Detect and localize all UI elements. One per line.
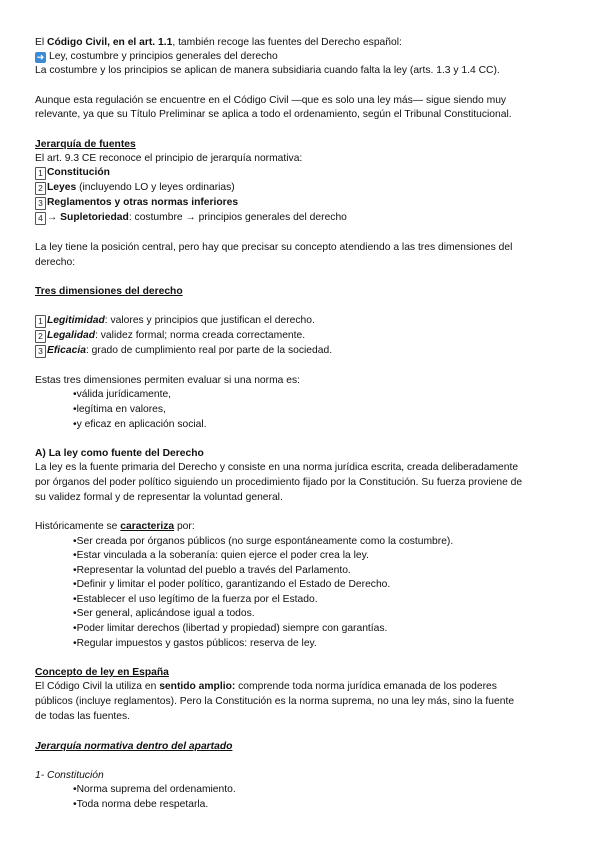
jerarquia-item-3: 3 Reglamentos y otras normas inferiores [35,196,238,210]
intro-paragraph-line-1: Aunque esta regulación se encuentre en el Código Civil —que es solo una ley más— sigue siendo muy [35,95,507,106]
intro-line-1: El Código Civil, en el art. 1.1, también recoge las fuentes del Derecho español: [35,37,402,48]
codigo-civil-ref: Código Civil, en el art. 1.1 [47,37,173,48]
intro-line-2: ➜ Ley, costumbre y principios generales del derecho [36,51,278,62]
number-3-icon: 3 [35,197,46,210]
list-item: •Definir y limitar el poder político, garantizando el Estado de Derecho. [73,579,391,590]
list-item: •Representar la voluntad del pueblo a través del Parlamento. [73,565,351,576]
list-item: •Ser general, aplicándose igual a todos. [73,608,255,619]
jerarquia-after-line-1: La ley tiene la posición central, pero hay que precisar su concepto atendiendo a las tres dimensiones del [35,242,513,253]
ley-paragraph-line-2: por órganos del poder político siguiendo un procedimiento fijado por la Constitución. Su fuerza proviene de [35,477,523,488]
list-item: •Regular impuestos y gastos públicos: reserva de ley. [73,638,317,649]
number-2-icon: 2 [35,182,46,195]
tres-eval-text: Estas tres dimensiones permiten evaluar si una norma es: [35,375,300,386]
jerarquia-after-line-2: derecho: [35,257,76,268]
list-item: •Ser creada por órganos públicos (no surge espontáneamente como la costumbre). [73,536,454,547]
ley-heading: A) La ley como fuente del Derecho [35,448,204,459]
caracteriza-keyword: caracteriza [120,521,175,532]
list-item: •Estar vinculada a la soberanía: quien ejerce el poder crea la ley. [73,550,369,561]
concepto-line-1: El Código Civil la utiliza en sentido amplio: comprende toda norma jurídica emanada de los poderes [35,681,497,692]
ley-paragraph-line-1: La ley es la fuente primaria del Derecho y consiste en una norma jurídica escrita, creada deliberadamente [35,462,519,473]
jerarquia-normativa-heading: Jerarquía normativa dentro del apartado [35,741,233,752]
list-item: •legítima en valores, [73,404,166,415]
number-1-icon: 1 [35,315,46,328]
right-arrow-icon: ➜ [36,52,45,62]
dimension-item-3: 3 Eficacia: grado de cumplimiento real por parte de la sociedad. [35,344,332,358]
concepto-line-3: de todas las fuentes. [35,711,131,722]
intro-paragraph-line-2: relevante, ya que su Título Preliminar se aplica a todo el ordenamiento, según el Tribunal Constitucional. [35,109,512,120]
list-item: •Toda norma debe respetarla. [73,799,209,810]
list-item: •válida jurídicamente, [73,389,172,400]
constitucion-subheading: 1- Constitución [35,770,104,781]
jerarquia-heading: Jerarquía de fuentes [35,139,136,150]
concepto-heading: Concepto de ley en España [35,667,169,678]
tres-dimensiones-heading: Tres dimensiones del derecho [35,286,183,297]
jerarquia-item-2: 2 Leyes (incluyendo LO y leyes ordinarias) [35,181,235,195]
intro-line-3: La costumbre y los principios se aplican de manera subsidiaria cuando falta la ley (arts. 1.3 y 1.4 CC). [35,65,500,76]
number-4-icon: 4 [35,212,46,225]
jerarquia-item-4: 4 → Supletoriedad: costumbre → principios generales del derecho [35,211,347,225]
historicamente-line: Históricamente se caracteriza por: [35,521,195,532]
list-item: •y eficaz en aplicación social. [73,419,207,430]
list-item: •Establecer el uso legítimo de la fuerza por el Estado. [73,594,318,605]
dimension-item-2: 2 Legalidad: validez formal; norma creada correctamente. [35,329,305,343]
dimension-item-1: 1 Legitimidad: valores y principios que justifican el derecho. [35,314,315,328]
number-2-icon: 2 [35,330,46,343]
concepto-line-2: públicos (incluye reglamentos). Pero la Constitución es la norma suprema, no una ley más, sino la fuente [35,696,515,707]
jerarquia-item-1: 1 Constitución [35,166,110,180]
ley-paragraph-line-3: su validez formal y de representar la voluntad general. [35,492,283,503]
list-item: •Norma suprema del ordenamiento. [73,784,236,795]
jerarquia-text: El art. 9.3 CE reconoce el principio de jerarquía normativa: [35,153,303,164]
list-item: •Poder limitar derechos (libertad y propiedad) siempre con garantías. [73,623,388,634]
number-1-icon: 1 [35,167,46,180]
number-3-icon: 3 [35,345,46,358]
